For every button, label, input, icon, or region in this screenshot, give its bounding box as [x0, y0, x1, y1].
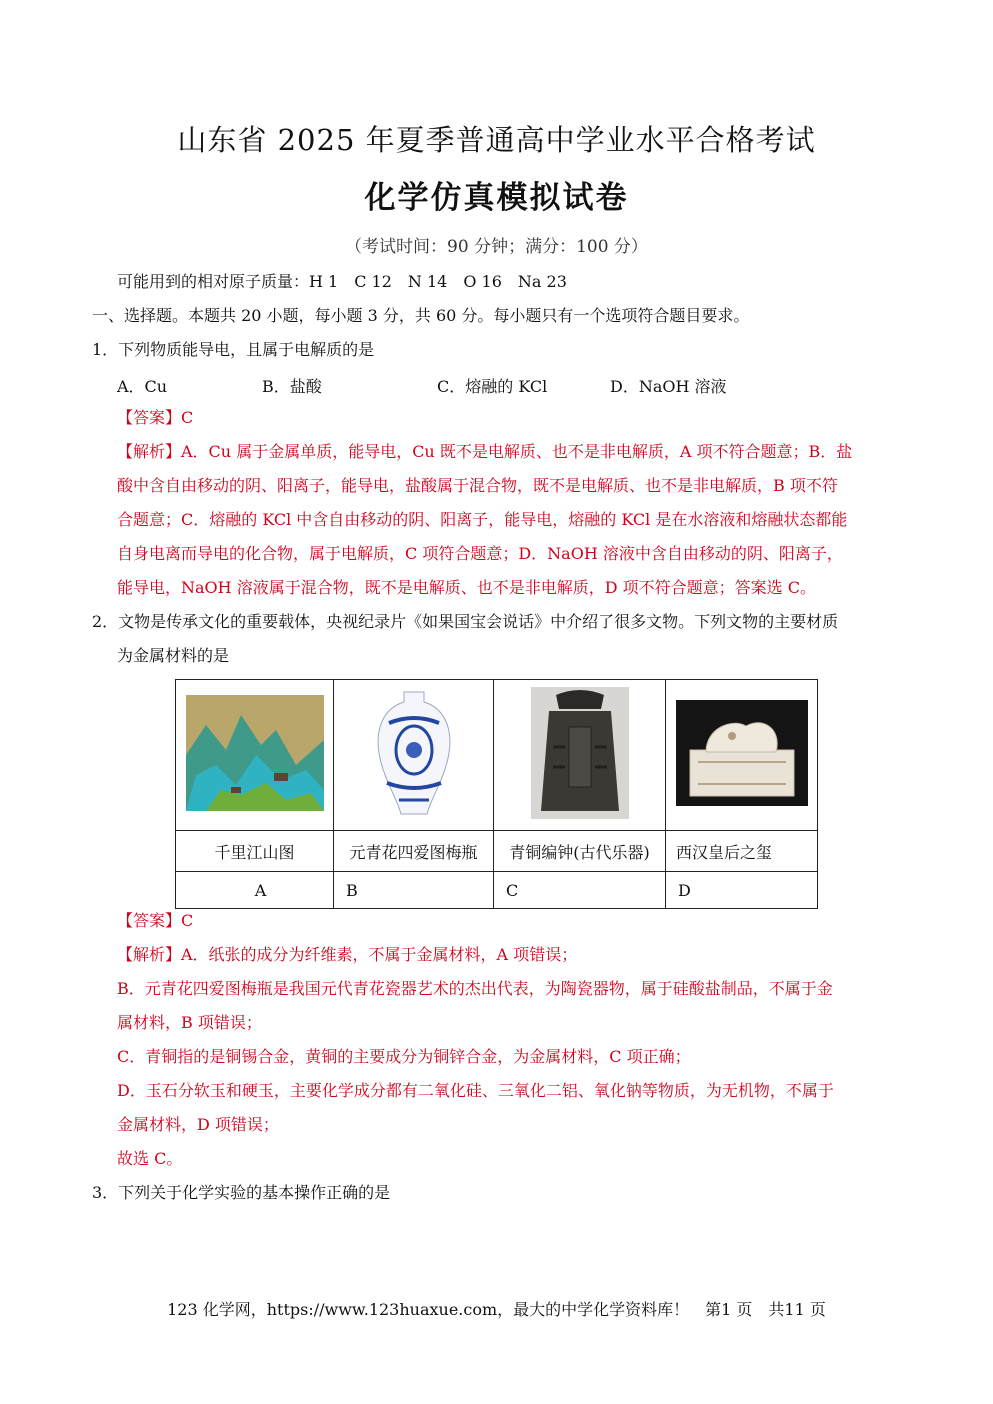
q3-stem: 3．下列关于化学实验的基本操作正确的是: [92, 1183, 391, 1202]
q2-stem-cont: 为金属材料的是: [117, 646, 230, 665]
q2-analysis-line: 故选 C。: [117, 1149, 183, 1168]
q1-analysis-line: 酸中含自由移动的阴、阳离子，能导电，盐酸属于混合物，既不是电解质、也不是非电解质，B 项不符: [117, 476, 838, 495]
q2-analysis-line: D．玉石分软玉和硬玉，主要化学成分都有二氧化硅、三氧化二铝、氧化钠等物质，为无机物，不属于: [117, 1081, 834, 1100]
blue-white-vase-image: [369, 688, 459, 818]
relic-name: 西汉皇后之玺: [666, 831, 818, 872]
relic-image-cell: [494, 680, 666, 831]
bronze-bell-image: [531, 687, 629, 819]
jade-seal-image: [676, 700, 808, 806]
relic-letter: B: [334, 872, 494, 909]
relic-name: 元青花四爱图梅瓶: [334, 831, 494, 872]
exam-subtitle: 化学仿真模拟试卷: [364, 180, 629, 216]
landscape-painting-image: [186, 695, 324, 811]
relic-name: 青铜编钟(古代乐器): [494, 831, 666, 872]
q1-option-b: B．盐酸: [262, 377, 322, 396]
relic-letter: C: [494, 872, 666, 909]
q1-analysis-line: 【解析】A．Cu 属于金属单质，能导电，Cu 既不是电解质、也不是非电解质，A 项不符合题意；B．盐: [117, 442, 853, 461]
q2-answer: 【答案】C: [117, 911, 194, 930]
q1-analysis-line: 合题意；C．熔融的 KCl 中含自由移动的阴、阳离子，能导电，熔融的 KCl 是在水溶液和熔融状态都能: [117, 510, 848, 529]
atomic-masses: 可能用到的相对原子质量：H 1 C 12 N 14 O 16 Na 23: [117, 272, 567, 291]
q2-analysis-line: C．青铜指的是铜锡合金，黄铜的主要成分为铜锌合金，为金属材料，C 项正确；: [117, 1047, 691, 1066]
relic-name: 千里江山图: [176, 831, 334, 872]
q1-option-a: A．Cu: [117, 377, 168, 396]
q2-analysis-line: B．元青花四爱图梅瓶是我国元代青花瓷器艺术的杰出代表，为陶瓷器物，属于硅酸盐制品，不属于金: [117, 979, 833, 998]
relic-image-cell: [666, 680, 818, 831]
q1-answer: 【答案】C: [117, 408, 194, 427]
q1-option-d: D．NaOH 溶液: [610, 377, 727, 396]
q2-stem: 2．文物是传承文化的重要载体，央视纪录片《如果国宝会说话》中介绍了很多文物。下列文物的主要材质: [92, 612, 839, 631]
q1-analysis-line: 能导电，NaOH 溶液属于混合物，既不是电解质、也不是非电解质，D 项不符合题意；答案选 C。: [117, 578, 816, 597]
q2-analysis-line: 金属材料，D 项错误；: [117, 1115, 279, 1134]
relics-table: [175, 679, 818, 909]
relic-image-cell: [334, 680, 494, 831]
q1-option-c: C．熔融的 KCl: [437, 377, 548, 396]
relic-letter: A: [176, 872, 334, 909]
exam-title: 山东省 2025 年夏季普通高中学业水平合格考试: [177, 123, 816, 157]
q1-stem: 1．下列物质能导电，且属于电解质的是: [92, 340, 375, 359]
relic-letter: D: [666, 872, 818, 909]
exam-info: （考试时间：90 分钟；满分：100 分）: [345, 237, 648, 257]
q2-analysis-line: 【解析】A．纸张的成分为纤维素，不属于金属材料，A 项错误；: [117, 945, 578, 964]
page-footer: 123 化学网，https://www.123huaxue.com，最大的中学化学资料库！ 第1 页 共11 页: [167, 1300, 826, 1319]
relic-image-cell: [176, 680, 334, 831]
section-heading: 一、选择题。本题共 20 小题，每小题 3 分，共 60 分。每小题只有一个选项符合题目要求。: [92, 306, 750, 325]
q1-analysis-line: 自身电离而导电的化合物，属于电解质，C 项符合题意；D．NaOH 溶液中含自由移动的阴、阳离子，: [117, 544, 843, 563]
q2-analysis-line: 属材料，B 项错误；: [117, 1013, 262, 1032]
